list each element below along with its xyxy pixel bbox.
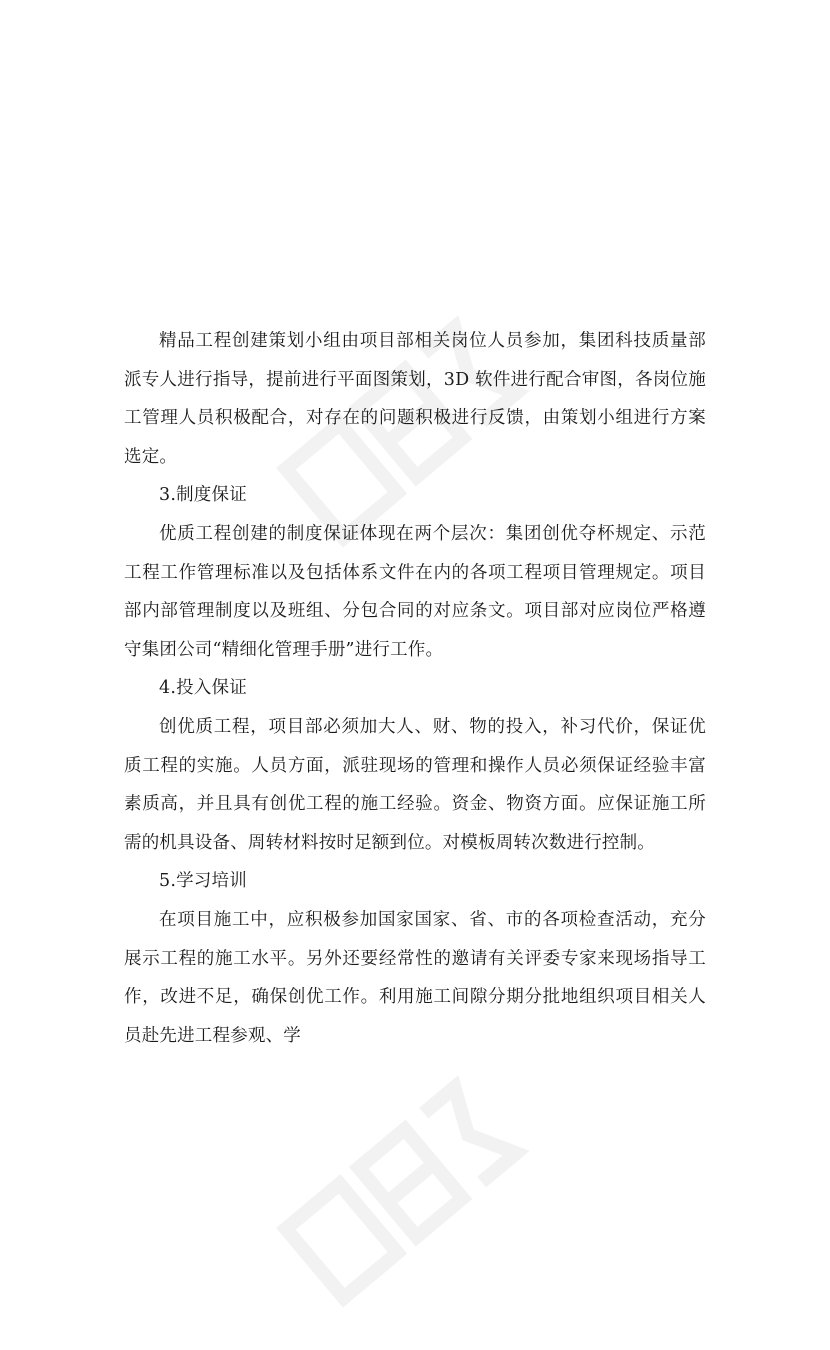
paragraph-training: 在项目施工中，应积极参加国家国家、省、市的各项检查活动，充分展示工程的施工水平。另外还要经常性的邀请有关评委专家来现场指导工作，改进不足，确保创优工作。利用施工间隙分期分批地组织项目相关人员赴先进工程参观、学 [124,909,706,1046]
paragraph-investment-guarantee: 创优质工程，项目部必须加大人、财、物的投入，补习代价，保证优质工程的实施。人员方面，派驻现场的管理和操作人员必须保证经验丰富素质高，并且具有创优工程的施工经验。资金、物资方面。应保证施工所需的机具设备、周转材料按时足额到位。对模板周转次数进行控制。 [124,716,706,853]
section-heading-training: 5.学习培训 [159,871,247,892]
section-heading-investment-guarantee: 4.投入保证 [159,678,247,699]
paragraph-planning-team: 精品工程创建策划小组由项目部相关岗位人员参加，集团科技质量部派专人进行指导，提前进行平面图策划，3D 软件进行配合审图，各岗位施工管理人员积极配合，对存在的问题积极进行反馈，由策划小组进行方案选定。 [124,331,706,467]
section-heading-system-guarantee: 3.制度保证 [159,485,247,506]
paragraph-system-guarantee: 优质工程创建的制度保证体现在两个层次：集团创优夺杯规定、示范工程工作管理标准以及包括体系文件在内的各项工程项目管理规定。项目部内部管理制度以及班组、分包合同的对应条文。项目部对应岗位严格遵守集团公司“精细化管理手册”进行工作。 [124,523,706,660]
site-watermark-icon [250,1030,570,1350]
document-body [124,322,706,1055]
